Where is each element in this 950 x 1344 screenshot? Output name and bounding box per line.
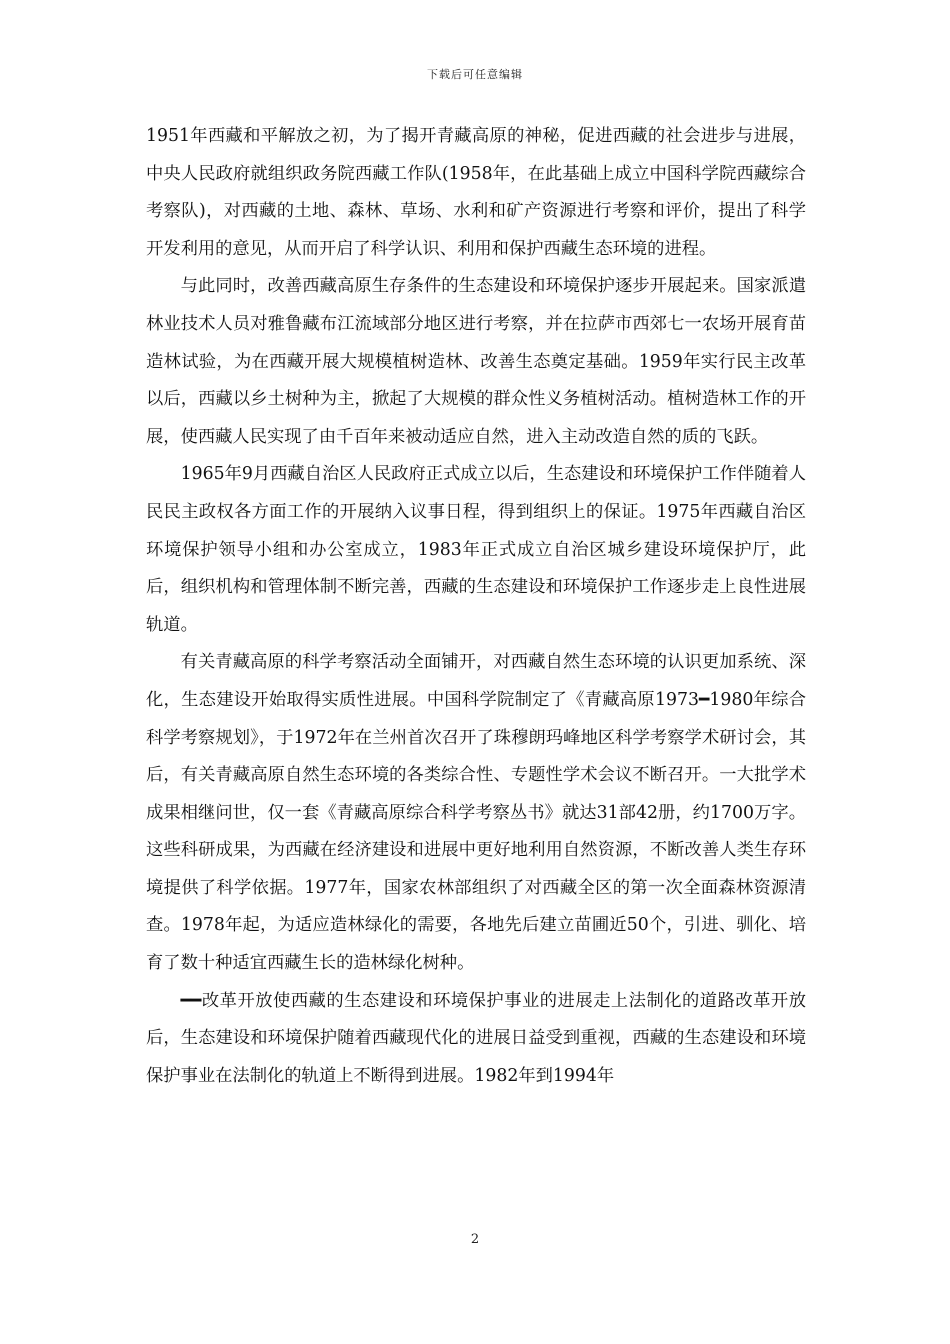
paragraph-3: 1965年9月西藏自治区人民政府正式成立以后，生态建设和环境保护工作伴随着人民民主政权各方面工作的开展纳入议事日程，得到组织上的保证。1975年西藏自治区环境保护领导小组和办公室成立，1983年正式成立自治区城乡建设环境保护厅，此后，组织机构和管理体制不断完善，西藏的生态建设和环境保护工作逐步走上良性进展轨道。 bbox=[146, 464, 806, 635]
paragraph-1: 1951年西藏和平解放之初，为了揭开青藏高原的神秘，促进西藏的社会进步与进展，中央人民政府就组织政务院西藏工作队(1958年，在此基础上成立中国科学院西藏综合考察队)，对西藏的土地、森林、草场、水利和矿产资源进行考察和评价，提出了科学开发利用的意见，从而开启了科学认识、利用和保护西藏生态环境的进程。 bbox=[146, 126, 806, 259]
paragraph-2: 与此同时，改善西藏高原生存条件的生态建设和环境保护逐步开展起来。国家派遣林业技术人员对雅鲁藏布江流域部分地区进行考察，并在拉萨市西郊七一农场开展育苗造林试验，为在西藏开展大规模植树造林、改善生态奠定基础。1959年实行民主改革以后，西藏以乡土树种为主，掀起了大规模的群众性义务植树活动。植树造林工作的开展，使西藏人民实现了由千百年来被动适应自然，进入主动改造自然的质的飞跃。 bbox=[146, 276, 806, 447]
paragraph-5: ━━改革开放使西藏的生态建设和环境保护事业的进展走上法制化的道路改革开放后，生态建设和环境保护随着西藏现代化的进展日益受到重视，西藏的生态建设和环境保护事业在法制化的轨道上不断得到进展。1982年到1994年 bbox=[146, 990, 806, 1086]
paragraph-4: 有关青藏高原的科学考察活动全面铺开，对西藏自然生态环境的认识更加系统、深化，生态建设开始取得实质性进展。中国科学院制定了《青藏高原1973━1980年综合科学考察规划》，于1972年在兰州首次召开了珠穆朗玛峰地区科学考察学术研讨会，其后，有关青藏高原自然生态环境的各类综合性、专题性学术会议不断召开。一大批学术成果相继问世，仅一套《青藏高原综合科学考察丛书》就达31部42册，约1700万字。这些科研成果，为西藏在经济建设和进展中更好地利用自然资源，不断改善人类生存环境提供了科学依据。1977年，国家农林部组织了对西藏全区的第一次全面森林资源清查。1978年起，为适应造林绿化的需要，各地先后建立苗圃近50个，引进、驯化、培育了数十种适宜西藏生长的造林绿化树种。 bbox=[146, 652, 806, 974]
page-number: 2 bbox=[470, 1232, 480, 1247]
page-header: 下载后可任意编辑 bbox=[427, 68, 523, 81]
body-text bbox=[146, 118, 806, 1095]
